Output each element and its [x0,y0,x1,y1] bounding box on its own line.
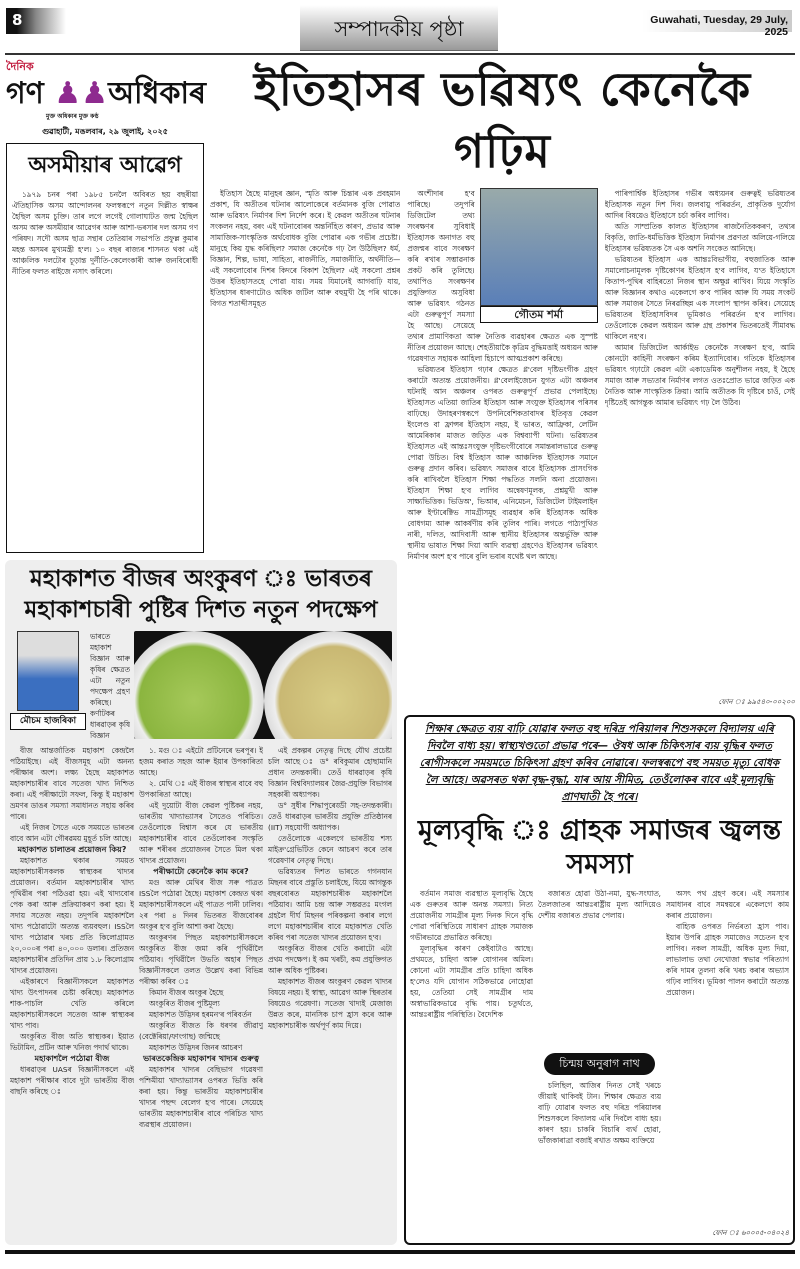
paragraph: ১. মগু ঃ এইটো প্ৰটিনেৰে ভৰপূৰ। ই হজম কৰাত সহজ আৰু ইয়াৰ উপকাৰিতা আছে। [139,746,263,777]
author-figure [10,631,86,739]
paragraph: বীজ আন্তৰ্জাতিক মহাকাশ কেন্দ্ৰলৈ পঠিয়াইছে। এই বীজসমূহ এটা অনন্য পৰীক্ষাৰ অংশ। লক্ষ্য হৈছে মহাকাশত মহাকাশচাৰীৰ বাবে সতেজ খাদ্য নিশ্চিত কৰা। এই পৰীক্ষাটো সফল, কিন্তু ই মহাকাশ ভ্ৰমণৰ ডাঙৰ সমস্যা সমাধানত সহায় কৰিব পাৰে। [10,746,134,821]
science-col-1 [10,745,134,1241]
science-top-row [10,631,392,739]
paragraph: এই দুয়োটা বীজ কেৱল পুষ্টিকৰ নহয়, ভাৰতীয় খাদ্যাভ্যাসৰ সৈতেও পৰিচিত। তেওঁলোকে বিশ্বাস কৰে যে ভাৰতীয় মহাকাশচাৰীৰ বাবে তেওঁলোকৰ সংস্কৃতি আৰু শৰীৰৰ প্ৰয়োজনৰ সৈতে মিল থকা খাদ্যৰ প্ৰয়োজন। [139,801,263,865]
editorial-title: অসমীয়াৰ আৱেগ [28,153,182,178]
fenugreek-sprouts-plate [264,631,392,739]
dateline: Guwahati, Tuesday, 29 July, 2025 [642,10,792,32]
paragraph: ধাৰৱাড়ৰ UASৰ বিজ্ঞানীসকলে এই মহাকাশ পৰীক্ষাৰ বাবে দুটা ভাৰতীয় বীজ বাছনি কৰিছে ঃ [10,1065,134,1096]
logo-name-b: অধিকাৰ [108,76,207,111]
price-col-3-text [666,888,789,1228]
paragraph: মহাকাশত বীজৰ অংকুৰণ কেৱল খাদ্যৰ বিষয়ে নহয়। ই স্বাস্থ্য, আৱেগ আৰু স্থিৰতাৰ বিষয়েও গৱেষণা। সতেজ খাদ্যই মেজাজ উন্নত কৰে, মানসিক চাপ হ্ৰাস কৰে আৰু মহাকাশচাৰীক অৰ্থপূৰ্ণ কাম দিয়ে। [268,977,392,1030]
logo-name [6,76,207,111]
pull-quote: শিক্ষাৰ ক্ষেত্ৰত ব্যয় বাঢ়ি যোৱাৰ ফলত বহু দৰিদ্ৰ পৰিয়ালৰ শিশুসকলে বিদ্যালয় এৰি দিবলৈ বাধ্য হয়। স্বাস্থ্যখণ্ডতো প্ৰভাৱ পৰে— ঔষধ আৰু চিকিৎসাৰ ব্যয় বৃদ্ধিৰ ফলত ৰোগীসকলে সময়মতে চিকিৎসা গ্ৰহণ কৰিব নোৱাৰে। ফলস্বৰূপে বহু সময়ত মৃত্যু বোধক লৈ আহে। অৱসৰত থকা বৃদ্ধ-বৃদ্ধা, যাৰ আয় সীমিত, তেওঁলোকৰ বাবে এই মূল্যবৃদ্ধি প্ৰাণঘাতী হৈ পৰে। [419,723,780,803]
science-columns [10,745,392,1241]
paragraph: বাহ্যিক ওপৰত নিৰ্ভৰতা হ্ৰাস পাব। ইয়াৰ উপৰি গ্ৰাহক সমাজেও সচেতন হ'ব লাগিব। নকল সামগ্ৰী, অধিক মূল্য দিয়া, লাভালাভ তথা নেখোজা স্বভাৱ পৰিত্যাগ কৰি দামৰ তুলনা কৰি খৰচ কৰাৰ অভ্যাস গঢ়িব লাগিব। ভূমিকা পালন কৰাটো অত্যন্ত প্ৰয়োজন। [666,922,789,997]
paragraph: ভৱিষ্যতৰ ইতিহাস এক আন্তঃবিভাগীয়, বহুজাতিক আৰু সমালোচনামূলক দৃষ্টিকোণৰ ইতিহাস হ'ব লাগিব, য'ত ইতিহাসে কিতাপ-পুথিৰ বাহিৰতো নিজৰ স্থান অক্ষুণ্ণ ৰাখিব। যিয়ে সংস্কৃতি আৰু বিজ্ঞানৰ কথাও একেলগে ক'ব পাৰিব আৰু যি সময় সংকট আৰু সমাজৰ সৈতে নিৰৱচ্ছিন্ন এক সংলাপ স্থাপন কৰিব। সেয়েহে ভৱিষ্যতৰ ইতিহাসবিদৰ ভূমিকাও পৰিৱৰ্তন হ'ব লাগিব। তেওঁলোকে কেৱল অধ্যয়ন আৰু গ্ৰন্থ প্ৰকাশৰ ভিতৰতেই সীমাবদ্ধ থাকিলে নহ'ব। [604,255,795,341]
paragraph: ইতিহাস হৈছে মানুহৰ জ্ঞান, স্মৃতি আৰু চিন্তাৰ এক প্ৰবহমান প্ৰকাশ, যি অতীতৰ ঘটনাৰ আলোকেৰে বৰ্তমানক বুজি পোৱাত আৰু ভৱিষ্যৎ নিৰ্মাণৰ দিশ নিৰ্দেশ কৰে। ই কেৱল অতীতৰ ঘটনাৰ সংকলন নহয়, বৰং এই ঘটনাবোৰৰ অন্তৰ্নিহিত কাৰণ, প্ৰভাৱ আৰু সামাজিক-সাংস্কৃতিক অৰ্থবোধক বুজি পোৱাৰ এক গভীৰ প্ৰচেষ্টা। মানুহে কিয় যুদ্ধ কৰিছিল? সমাজ কেনেকৈ গঢ় লৈ উঠিছিল? ধৰ্ম, বিজ্ঞান, শিল্প, ভাষা, সাহিত্য, ৰাজনীতি, সমাজনীতি, অৰ্থনীতি— এই সকলোবোৰ দিশৰ কিদৰে বিকাশ হৈছিল? এই সকলো প্ৰশ্নৰ উত্তৰ ইতিহাসতহে পোৱা যায়। সময় যিমানেই আগবাঢ়ি যায়, ইতিহাসৰ ধাৰণাটোও অধিক জটিল আৰু বহুমুখী হৈ পৰি থাকে। বিগত শতাব্দীসমূহত [210,189,401,308]
left-column [6,58,207,553]
science-intro: ভাৰতে মহাকাশ বিজ্ঞান আৰু কৃষিৰ ক্ষেত্ৰত এটা নতুন পদক্ষেপ গ্ৰহণ কৰিছে। কৰ্ণাটকৰ ধাৰৱাড়ৰ কৃষি বিজ্ঞান [90,632,130,739]
paragraph: এই নিজৰ সৈতে একে সময়তে ভাৰতৰ বাবে আন এটা গৌৰৱময় মুহূৰ্ত চলি আছে। [10,823,134,843]
price-phone: ফোন ঃ ৬০০০৫-০৪০২৪ [712,1229,789,1237]
paragraph: চলিছিল, আজিৰ দিনত সেই খৰচে জীয়াই থাকিবই টান। শিক্ষাৰ ক্ষেত্ৰত ব্যয় বাঢ়ি যোৱাৰ ফলত বহু দৰিদ্ৰ পৰিয়ালৰ শিশুসকলে বিদ্যালয় এৰি দিবলৈ বাধ্য হয়। কাৰণ হয়। চাকৰি বিচাৰি ব্যৰ্থ হোৱা, ভাঁজকাৰাত্ৰা বজাই ৰখাত অক্ষম ব্যক্তিয়ে [538,1080,661,1145]
paragraph: অংকুৰণৰ পিছত মহাকাশচাৰীসকলে অংকুৰিত বীজ জমা কৰি পৃথিৱীলৈ পঠিয়াব। পৃথিৱীলৈ উভতি অহাৰ পিছত বিজ্ঞানীসকলে তলত উল্লেখ কৰা বিভিন্ন পৰীক্ষা কৰিব ঃ [139,933,263,986]
page-number: 8 [6,8,66,34]
main-col-3-text [605,188,795,697]
science-col-3 [268,745,392,1241]
paragraph: মগু আৰু মেথিৰ বীজ সৰু পাত্ৰত ISSলৈ পঠোৱা হৈছে। মহাকাশ কেন্দ্ৰত থকা মহাকাশচাৰীসকলে এই পাত্ৰত পানী ঢালিব। ২ৰ পৰা ৪ দিনৰ ভিতৰত বীজবোৰৰ অংকুৰ হ'ব বুলি আশা কৰা হৈছে। [139,878,263,931]
paragraph: মহাকাশৰ খাদ্যৰ বেছিভাগ গৱেষণা পশ্চিমীয়া খাদ্যাভ্যাসৰ ওপৰত ভিত্তি কৰি কৰা হয়। কিন্তু ভাৰতীয় মহাকাশচাৰীৰ খাদ্যৰ পছন্দ বেলেগ হ'ব পাৰে। সেয়েহে ভাৰতীয় মহাকাশচাৰীৰ বাবে পৰিচিত খাদ্য ব্যৱস্থাৰ প্ৰয়োজন। [139,1065,263,1129]
paragraph: অসৎ পথ গ্ৰহণ কৰে। এই সমস্যাৰ সমাধানৰ বাবে সমন্বয়ৰে একেলগে কাম কৰাৰ প্ৰয়োজন। [666,889,789,920]
logo-name-a: গণ [6,76,44,111]
header-rule [5,53,795,55]
subheading: ভাৰতকেন্দ্ৰিক মহাকাশৰ খাদ্যৰ গুৰুত্ব [143,1054,259,1063]
author-photo [480,188,598,306]
paragraph: ড° সুধীৰ শিদ্ধাপুৰেড্ডী সহ-তদন্তকাৰী। তেওঁ ধাৰৱাড়ৰ ভাৰতীয় প্ৰযুক্তি প্ৰতিষ্ঠানৰ (IIT) সহযোগী অধ্যাপক। [268,801,392,832]
mung-sprouts-plate [134,631,264,739]
paragraph: পাৰিপাৰ্শ্বিক ইতিহাসৰ গভীৰ অধ্যয়নৰ গুৰুত্বই ভৱিষ্যতৰ ইতিহাসক নতুন দিশ দিব। জলবায়ু পৰিৱৰ্তন, প্ৰাকৃতিক দুৰ্যোগ আদিৰ বিষয়েও ইতিহাসে চৰ্চা কৰিব লাগিব। [604,189,795,220]
editorial-body: ১৯৭৯ চনৰ পৰা ১৯৮৫ চনলৈ অবিৰত ছয় বছৰীয়া ঐতিহাসিক অসম আন্দোলনৰ ফলস্বৰূপে নতুন দিল্লীত স্বাক্ষৰ হৈছিল অসম চুক্তি। তাৰ লগে লগেই গোলাঘাটত জন্ম হৈছিল অসম আৰু অসমীয়াৰ আৱেগৰ আৰু আশা-ভৰসাৰ দল অসম গণ পৰিষদ। সদৌ অসম ছাত্ৰ সন্থাৰ তেতিয়াৰ সভাপতি প্ৰফুল্ল কুমাৰ মহন্ত অসমৰ মুখ্যমন্ত্ৰী হ'ল। ১০ বছৰ ৰাজ্যৰ শাসনত থকা এই আঞ্চলিক দলটোৰ চূড়ান্ত দুৰ্নীতি-কেলেংকাৰী আৰু জনবিৰোধী নীতিৰ ফলত ৰাইজে নসাৎ কৰিলে। [12,190,198,276]
section-title: সম্পাদকীয় পৃষ্ঠা [300,5,498,51]
science-col-2 [139,745,263,1241]
subheading: মহাকাশত চালাতৰ প্ৰয়োজন কিয়? [17,845,127,854]
main-col-3 [605,188,795,708]
price-col-2 [538,888,661,1239]
list-item: মহাকাশত উদ্ভিদৰ হৰমন'ৰ পৰিবৰ্তন [149,1010,252,1019]
paragraph: অতি সাম্প্ৰতিক কালত ইতিহাসৰ ৰাজনৈতিককৰণ, তথ্যৰ বিকৃতি, জাতি-ধৰ্মভিত্তিক ইতিহাস নিৰ্মাণৰ প্ৰৱণতা অলিয়ে-গলিয়ে ইতিহাসৰ ভৱিষ্যতক সৈ এক অশনি সংকেত আনিছে। [604,222,795,253]
paragraph: ২. মেথি ঃ এই বীজৰ স্বাস্থ্যৰ বাবে বহু উপকাৰিতা আছে। [139,779,263,799]
subheading: মহাকাশলৈ পঠোৱা বীজ [34,1054,110,1063]
author-caption: গৌতম শৰ্মা [480,306,598,323]
list-item: কিমান বীজৰ অংকুৰ হৈছে [149,988,224,997]
people-icon: ♟♟ [54,76,109,111]
author-caption: মৌচম হাজৰিকা [10,713,86,730]
masthead-logo [6,58,207,139]
list-item: অংকুৰিত বীজৰ পুষ্টিমূল্য [149,999,220,1008]
paragraph: বজাৰত হোৱা উঠা-নমা, যুদ্ধ-সংঘাত, তৈলজাতৰ আন্তঃৰাষ্ট্ৰীয় মূল্য আদিয়েও দেশীয় বজাৰত প্ৰভাৱ পেলায়। [538,889,661,920]
list-item: মহাকাশত উদ্ভিদৰ জিনৰ আচৰণ [149,1043,243,1052]
logo-tagline: মুক্ত অধিকাৰ মুক্ত কণ্ঠ [46,113,99,120]
price-rise-article [404,715,795,1245]
paragraph: তেওঁলোকে একেলগে ভাৰতীয় শস্য মাইক্ৰ'গ্ৰেভিটিত কেনে আচৰণ কৰে তাৰ গৱেষণাৰ নেতৃত্ব দিছে। [268,834,392,865]
price-headline: মূল্যবৃদ্ধি ঃ গ্ৰাহক সমাজৰ জ্বলন্ত সমস্যা [417,815,782,880]
paragraph: অংকুৰিত বীজ অতি স্বাস্থ্যকৰ। ইয়াত ভিটামিন, প্ৰটিন আৰু খনিজ পদাৰ্থ থাকে। [10,1032,134,1052]
price-col-2a [538,888,661,1048]
paragraph: ভৱিষ্যতৰ ইতিহাস গঢ়াৰ ক্ষেত্ৰত গ্ল'বেল দৃষ্টিভংগীক গ্ৰহণ কৰাটো অত্যন্ত প্ৰয়োজনীয়। গ্ল'বেলাইজেচন যুগত এটা অঞ্চলৰ ঘটনাই আন অঞ্চলৰ ওপৰত গুৰুত্বপূৰ্ণ প্ৰভাৱ পেলাইছে। ইতিহাসত এতিয়া জাতিৰ ইতিহাস আৰু সংযুক্ত ইতিহাসৰ পৰিসৰ বাঢ়িছে। উদাহৰণস্বৰূপে উপনিবেশিকতাবাদৰ ইতিবৃত্ত কেৱল ইংলেণ্ড বা ফ্ৰান্সৰ ইতিহাস নহয়, ই ভাৰত, আফ্ৰিকা, লেটিন আমেৰিকাৰ মাজত জড়িত এক বিশ্বব্যাপী ঘটনা। ভৱিষ্যতৰ ইতিহাসত এই আন্তঃসংযুক্ত দৃষ্টিভংগীবোৰে সমান্তৰালভাৱে গুৰুত্ব পোৱা উচিত। বিশ্ব ইতিহাস আৰু আঞ্চলিক ইতিহাসক সমানে গুৰুত্ব প্ৰদান কৰিব। ভৱিষ্যৎ সমাজৰ বাবে ইতিহাসক প্ৰাসংগিক কৰি ৰাখিবলৈ ইতিহাস শিক্ষা পদ্ধতিত সলনি অনা প্ৰয়োজন। ইতিহাস শিক্ষা হ'ব লাগিব অন্বেষণমূলক, প্ৰশ্নমুখী আৰু সাক্ষ্যভিত্তিক। ভিডিঅ', ভিআৰ, এনিমেচন, ডিজিটেল টাইমলাইন আৰু ইণ্টাৰেক্টিভ সামগ্ৰীসমূহ ব্যৱহাৰ কৰি ইতিহাসক অধিক বোধগম্য আৰু আকৰ্ষণীয় কৰি তুলিব পাৰি। লগতে পাঠ্যপুথিত নাৰী, দলিত, আদিবাসী আৰু স্থানীয় ইতিহাসৰ অন্তৰ্ভুক্তি আৰু স্থানীয় ভাষাত শিক্ষা দিয়া আদি ব্যৱস্থা গ্ৰহণেও ইতিহাসৰ ভৱিষ্যৎ নিৰ্মাণৰ অংশ হ'ব পাৰে বুলি ভবাৰ যথেষ্ট থল আছে। [407,365,598,561]
price-col-1 [410,888,533,1239]
paragraph: এই প্ৰকল্পৰ নেতৃত্ব দিছে যৌথ প্ৰচেষ্টা চলি আছে ঃ ড° ৰবিকুমাৰ হোছামানি প্ৰধান তদন্তকাৰী। তেওঁ ধাৰৱাড়ৰ কৃষি বিজ্ঞান বিশ্ববিদ্যালয়ৰ জৈৱ-প্ৰযুক্তি বিভাগৰ সহকাৰী অধ্যাপক। [268,746,392,799]
main-phone: ফোন ঃ ৯৯৫৪০-০০২০০ [718,698,795,706]
paragraph: আমাৰ ডিজিটেল আৰ্কাইভ কেনেকৈ সংৰক্ষণ হ'ব, আমি কোনটো কাহিনী সংৰক্ষণ কৰিম ইত্যাদিবোৰ। গতিকে ইতিহাসৰ ভৱিষ্যৎ গঢ়াটো কেৱল এটা একাডেমিক অনুশীলন নহয়, ই হৈছে সমাজ আৰু সভ্যতাৰ নিৰ্মাণৰ লগত ওতঃপ্ৰোত ভাৱে জড়িত এক নৈতিক আৰু সাংস্কৃতিক ক্ৰিয়া। আমি অতীতক যি দৃষ্টিৰে চাওঁ, সেই দৃষ্টিতেই আগন্তুক আমাৰ ভৱিষ্যৎ গঢ় লৈ উঠিব। [604,343,795,407]
paragraph: ভৱিষ্যতৰ দিশত ভাৰতে গগনযান মিছনৰ বাবে প্ৰস্তুতি চলাইছে, যিয়ে আগন্তুক বছৰবোৰত মহাকাশচাৰীক মহাকাশলৈ পঠিয়াব। আমি চন্দ্ৰ আৰু সম্ভৱতঃ মংগল গ্ৰহলৈ দীৰ্ঘ মিছনৰ পৰিকল্পনা কৰাৰ লগে লগে মহাকাশচাৰীৰ বাবে মহাকাশত খেতি কৰিব পৰা সতেজ খাদ্যৰ প্ৰয়োজন হ'ব। [268,867,392,942]
paragraph: অংকুৰিত বীজৰ খেতি কৰাটো এটা প্ৰথম পদক্ষেপ। ই কম খৰচী, কম প্ৰযুক্তিগত আৰু অধিক পুষ্টিকৰ। [268,944,392,975]
author-badge: চিন্ময় অনুৰাগ নাথ [544,1053,655,1075]
author-figure [480,188,598,323]
main-headline: ইতিহাসৰ ভৱিষ্যৎ কেনেকৈ গঢ়িম [253,62,752,178]
paragraph: বৰ্তমান সমাজ ব্যৱস্থাত মূল্যবৃদ্ধি হৈছে এক গুৰুতৰ আৰু অনন্ত সমস্যা। নিত্য প্ৰয়োজনীয় সামগ্ৰীৰ মূল্য দিনক দিনে বৃদ্ধি পোৱা পৰিস্থিতিয়ে সাধাৰণ গ্ৰাহক সমাজক গভীৰভাৱে প্ৰভাৱিত কৰিছে। [410,889,533,942]
science-article [5,560,397,1245]
paragraph: এইকাৰণে বিজ্ঞানীসকলে মহাকাশত খাদ্য উৎপাদনৰ চেষ্টা কৰিছে। মহাকাশত শাক-পাচলি খেতি কৰিলে মহাকাশচাৰীসকলে সতেজ আৰু স্বাস্থ্যকৰ খাদ্য পাব। [10,977,134,1030]
author-photo [17,631,79,711]
main-col-2 [407,188,597,708]
logo-dateline: গুৱাহাটী, মঙলবাৰ, ২৯ জুলাই, ২০২৫ [42,127,168,136]
price-col-3 [666,888,789,1239]
price-col-2b [538,1080,661,1240]
science-headline: মহাকাশত বীজৰ অংকুৰণ ঃ ভাৰতৰ মহাকাশচাৰী পুষ্টিৰ দিশত নতুন পদক্ষেপ [24,566,378,623]
list-item: অংকুৰিত বীজত কি ধৰণৰ জীৱাণু (বেক্টেৰিয়া/ফাংগাছ) জন্মিছে [139,1021,263,1041]
sprouts-image [134,631,392,739]
paragraph: মূল্যবৃদ্ধিৰ কাৰণ কেইবাটাও আছে। প্ৰথমতে, চাহিদা আৰু যোগানৰ অমিল। কোনো এটা সামগ্ৰীৰ প্ৰতি চাহিদা অধিক হ'লেও যদি যোগান সঠিকভাৱে নোহোৱা হয়, তেতিয়া সেই সামগ্ৰীৰ দাম অস্বাভাৱিকভাৱে বৃদ্ধি পায়। চতুৰ্থতে, আন্তঃৰাষ্ট্ৰীয় পৰিস্থিতি। বৈদেশিক [410,944,533,1019]
paragraph: মহাকাশত থকাৰ সময়ত মহাকাশচাৰীসকলক স্বাস্থ্যকৰ খাদ্যৰ প্ৰয়োজন। বৰ্তমান মহাকাশচাৰীৰ খাদ্য পৃথিৱীৰ পৰা পঠিওৱা হয়। এই খাদ্যবোৰ পেক কৰা আৰু প্ৰক্ৰিয়াকৰণ কৰা হয়। ই সদায় সতেজ নহয়। তদুপৰি মহাকাশলৈ খাদ্য পঠোৱাটো অত্যন্ত ব্যয়বহুল। ISSলৈ খাদ্য পঠোৱাৰ খৰচ প্ৰতি কিলোগ্ৰামত ২০,০০০ৰ পৰা ৪০,০০০ ডলাৰ। প্ৰতিজন মহাকাশচাৰীৰ প্ৰতিদিন প্ৰায় ১.৮ কিলোগ্ৰাম খাদ্যৰ প্ৰয়োজন। [10,856,134,975]
footer-rule [5,1250,795,1254]
subheading: পৰীক্ষাটো কেনেকৈ কাম কৰে? [153,867,249,876]
paragraph: অংশীদাৰ হ'ব পাৰিছে। তদুপৰি ডিজিটেল তথ্য সংৰক্ষণৰ সুবিধাই ইতিহাসক অনাগত বহু প্ৰজন্মৰ বাবে সংৰক্ষণ কৰি ৰখাৰ সম্ভাৱনাক প্ৰকট কৰি তুলিছে। তথাপিও সংৰক্ষণৰ প্ৰযুক্তিগত অসুবিধা আৰু ভৱিষ্যৎ গঠনত এটা গুৰুত্বপূৰ্ণ সমস্যা হৈ আছে। সেয়েহে তথ্যৰ প্ৰামাণিকতা আৰু নৈতিক ব্যৱহাৰৰ ক্ষেত্ৰত এক সুস্পষ্ট নীতিৰ প্ৰয়োজন আছে। শেহতীয়াকৈ কৃত্ৰিম বুদ্ধিমত্তাই অধ্যয়ন আৰু গৱেষণাত সহায়ক আহিলা হিচাপে আত্মপ্ৰকাশ কৰিছে। [407,189,598,363]
price-columns [410,888,789,1239]
editorial-box [6,143,204,553]
logo-prefix: দৈনিক [6,60,34,73]
